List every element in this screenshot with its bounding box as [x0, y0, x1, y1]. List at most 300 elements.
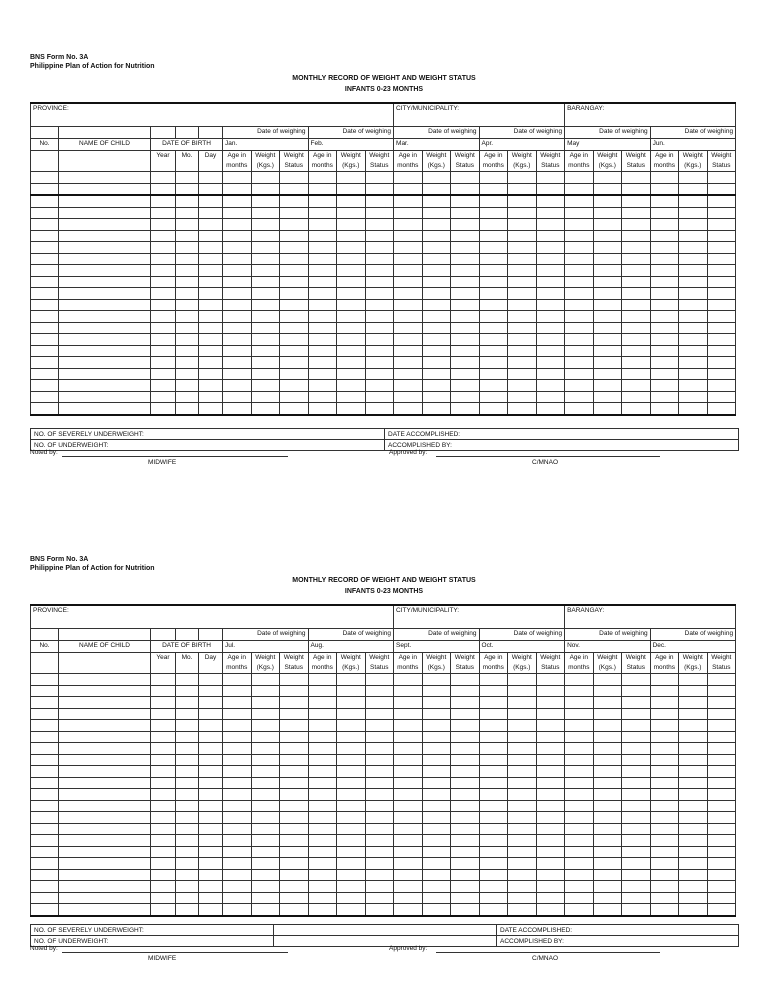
entry-cell[interactable] [536, 720, 565, 732]
entry-cell[interactable] [451, 846, 480, 858]
entry-cell[interactable] [622, 183, 651, 195]
entry-cell[interactable] [394, 881, 423, 893]
entry-cell[interactable] [650, 311, 679, 323]
entry-cell[interactable] [223, 207, 252, 219]
entry-cell[interactable] [707, 823, 736, 835]
entry-cell[interactable] [223, 731, 252, 743]
entry-cell[interactable] [622, 823, 651, 835]
entry-cell[interactable] [565, 858, 594, 870]
entry-cell[interactable] [479, 172, 508, 184]
entry-cell[interactable] [622, 743, 651, 755]
entry-cell[interactable] [176, 334, 199, 346]
entry-cell[interactable] [223, 904, 252, 916]
entry-cell[interactable] [308, 322, 337, 334]
entry-cell[interactable] [337, 777, 366, 789]
entry-cell[interactable] [176, 904, 199, 916]
entry-cell[interactable] [365, 731, 394, 743]
entry-cell[interactable] [679, 334, 708, 346]
accomplished-by-cell[interactable]: ACCOMPLISHED BY: [385, 440, 739, 451]
entry-cell[interactable] [536, 731, 565, 743]
entry-cell[interactable] [59, 357, 151, 369]
entry-cell[interactable] [508, 812, 537, 824]
entry-cell[interactable] [59, 311, 151, 323]
entry-cell[interactable] [536, 708, 565, 720]
entry-cell[interactable] [394, 299, 423, 311]
entry-cell[interactable] [337, 334, 366, 346]
entry-cell[interactable] [308, 846, 337, 858]
entry-cell[interactable] [622, 835, 651, 847]
entry-cell[interactable] [479, 357, 508, 369]
entry-cell[interactable] [707, 391, 736, 403]
entry-cell[interactable] [565, 881, 594, 893]
entry-cell[interactable] [151, 380, 176, 392]
entry-cell[interactable] [308, 345, 337, 357]
entry-cell[interactable] [451, 800, 480, 812]
entry-cell[interactable] [593, 754, 622, 766]
entry-cell[interactable] [679, 345, 708, 357]
entry-cell[interactable] [508, 720, 537, 732]
entry-cell[interactable] [31, 345, 59, 357]
entry-cell[interactable] [280, 743, 309, 755]
entry-cell[interactable] [151, 685, 176, 697]
entry-cell[interactable] [176, 299, 199, 311]
entry-cell[interactable] [422, 242, 451, 254]
entry-cell[interactable] [679, 311, 708, 323]
entry-cell[interactable] [536, 195, 565, 207]
entry-cell[interactable] [679, 720, 708, 732]
entry-cell[interactable] [508, 288, 537, 300]
entry-cell[interactable] [337, 403, 366, 415]
entry-cell[interactable] [337, 858, 366, 870]
entry-cell[interactable] [650, 242, 679, 254]
entry-cell[interactable] [451, 334, 480, 346]
entry-cell[interactable] [536, 183, 565, 195]
entry-cell[interactable] [199, 754, 223, 766]
entry-cell[interactable] [337, 172, 366, 184]
entry-cell[interactable] [365, 708, 394, 720]
entry-cell[interactable] [679, 812, 708, 824]
entry-cell[interactable] [536, 391, 565, 403]
entry-cell[interactable] [479, 754, 508, 766]
entry-cell[interactable] [223, 720, 252, 732]
entry-cell[interactable] [622, 708, 651, 720]
entry-cell[interactable] [394, 708, 423, 720]
entry-cell[interactable] [536, 230, 565, 242]
entry-cell[interactable] [394, 674, 423, 686]
entry-cell[interactable] [31, 858, 59, 870]
entry-cell[interactable] [394, 685, 423, 697]
entry-cell[interactable] [479, 720, 508, 732]
entry-cell[interactable] [593, 858, 622, 870]
entry-cell[interactable] [536, 869, 565, 881]
entry-cell[interactable] [280, 368, 309, 380]
blank-cell[interactable] [274, 925, 497, 936]
entry-cell[interactable] [593, 276, 622, 288]
entry-cell[interactable] [251, 846, 280, 858]
month-label[interactable]: Jan. [223, 139, 309, 151]
entry-cell[interactable] [223, 674, 252, 686]
entry-cell[interactable] [199, 253, 223, 265]
entry-cell[interactable] [31, 357, 59, 369]
entry-cell[interactable] [593, 812, 622, 824]
entry-cell[interactable] [479, 789, 508, 801]
entry-cell[interactable] [337, 345, 366, 357]
province-cell[interactable] [31, 605, 394, 629]
entry-cell[interactable] [565, 299, 594, 311]
entry-cell[interactable] [622, 846, 651, 858]
entry-cell[interactable] [251, 904, 280, 916]
entry-cell[interactable] [565, 697, 594, 709]
month-label[interactable]: Feb. [308, 139, 394, 151]
entry-cell[interactable] [451, 812, 480, 824]
entry-cell[interactable] [536, 685, 565, 697]
entry-cell[interactable] [422, 207, 451, 219]
entry-cell[interactable] [451, 357, 480, 369]
entry-cell[interactable] [593, 789, 622, 801]
entry-cell[interactable] [199, 858, 223, 870]
month-label[interactable]: Oct. [479, 641, 565, 653]
entry-cell[interactable] [422, 789, 451, 801]
entry-cell[interactable] [176, 391, 199, 403]
entry-cell[interactable] [565, 708, 594, 720]
entry-cell[interactable] [199, 720, 223, 732]
entry-cell[interactable] [622, 858, 651, 870]
entry-cell[interactable] [365, 403, 394, 415]
entry-cell[interactable] [59, 288, 151, 300]
entry-cell[interactable] [451, 789, 480, 801]
entry-cell[interactable] [622, 172, 651, 184]
blank-cell[interactable] [274, 936, 497, 947]
entry-cell[interactable] [508, 380, 537, 392]
entry-cell[interactable] [451, 230, 480, 242]
entry-cell[interactable] [199, 869, 223, 881]
entry-cell[interactable] [451, 904, 480, 916]
entry-cell[interactable] [422, 322, 451, 334]
entry-cell[interactable] [422, 674, 451, 686]
entry-cell[interactable] [394, 869, 423, 881]
entry-cell[interactable] [308, 720, 337, 732]
entry-cell[interactable] [308, 904, 337, 916]
entry-cell[interactable] [479, 288, 508, 300]
entry-cell[interactable] [223, 777, 252, 789]
entry-cell[interactable] [707, 685, 736, 697]
entry-cell[interactable] [223, 892, 252, 904]
entry-cell[interactable] [176, 835, 199, 847]
entry-cell[interactable] [223, 846, 252, 858]
entry-cell[interactable] [593, 892, 622, 904]
entry-cell[interactable] [650, 800, 679, 812]
entry-cell[interactable] [422, 892, 451, 904]
entry-cell[interactable] [31, 183, 59, 195]
entry-cell[interactable] [176, 322, 199, 334]
entry-cell[interactable] [479, 322, 508, 334]
entry-cell[interactable] [536, 334, 565, 346]
entry-cell[interactable] [151, 299, 176, 311]
entry-cell[interactable] [508, 322, 537, 334]
entry-cell[interactable] [176, 800, 199, 812]
entry-cell[interactable] [479, 858, 508, 870]
entry-cell[interactable] [176, 823, 199, 835]
entry-cell[interactable] [622, 219, 651, 231]
entry-cell[interactable] [151, 345, 176, 357]
entry-cell[interactable] [151, 172, 176, 184]
entry-cell[interactable] [251, 253, 280, 265]
entry-cell[interactable] [679, 265, 708, 277]
entry-cell[interactable] [565, 265, 594, 277]
entry-cell[interactable] [536, 766, 565, 778]
entry-cell[interactable] [565, 869, 594, 881]
entry-cell[interactable] [508, 766, 537, 778]
entry-cell[interactable] [593, 219, 622, 231]
entry-cell[interactable] [479, 674, 508, 686]
entry-cell[interactable] [199, 403, 223, 415]
entry-cell[interactable] [31, 881, 59, 893]
entry-cell[interactable] [650, 846, 679, 858]
entry-cell[interactable] [199, 207, 223, 219]
entry-cell[interactable] [59, 777, 151, 789]
entry-cell[interactable] [176, 858, 199, 870]
entry-cell[interactable] [337, 766, 366, 778]
entry-cell[interactable] [565, 357, 594, 369]
entry-cell[interactable] [223, 322, 252, 334]
entry-cell[interactable] [508, 892, 537, 904]
entry-cell[interactable] [31, 299, 59, 311]
entry-cell[interactable] [707, 754, 736, 766]
entry-cell[interactable] [199, 380, 223, 392]
entry-cell[interactable] [151, 195, 176, 207]
entry-cell[interactable] [365, 904, 394, 916]
entry-cell[interactable] [679, 743, 708, 755]
entry-cell[interactable] [337, 743, 366, 755]
entry-cell[interactable] [176, 183, 199, 195]
entry-cell[interactable] [280, 357, 309, 369]
entry-cell[interactable] [479, 892, 508, 904]
entry-cell[interactable] [365, 777, 394, 789]
entry-cell[interactable] [508, 299, 537, 311]
entry-cell[interactable] [308, 207, 337, 219]
month-label[interactable]: May [565, 139, 651, 151]
entry-cell[interactable] [394, 823, 423, 835]
entry-cell[interactable] [650, 731, 679, 743]
entry-cell[interactable] [394, 391, 423, 403]
entry-cell[interactable] [308, 230, 337, 242]
entry-cell[interactable] [31, 368, 59, 380]
entry-cell[interactable] [650, 766, 679, 778]
entry-cell[interactable] [223, 789, 252, 801]
entry-cell[interactable] [337, 869, 366, 881]
entry-cell[interactable] [199, 391, 223, 403]
entry-cell[interactable] [308, 357, 337, 369]
entry-cell[interactable] [151, 892, 176, 904]
entry-cell[interactable] [536, 345, 565, 357]
entry-cell[interactable] [308, 835, 337, 847]
entry-cell[interactable] [394, 754, 423, 766]
entry-cell[interactable] [679, 674, 708, 686]
entry-cell[interactable] [280, 858, 309, 870]
entry-cell[interactable] [251, 881, 280, 893]
entry-cell[interactable] [679, 207, 708, 219]
entry-cell[interactable] [593, 708, 622, 720]
entry-cell[interactable] [365, 892, 394, 904]
entry-cell[interactable] [280, 380, 309, 392]
entry-cell[interactable] [451, 299, 480, 311]
entry-cell[interactable] [394, 800, 423, 812]
entry-cell[interactable] [199, 195, 223, 207]
entry-cell[interactable] [337, 812, 366, 824]
entry-cell[interactable] [251, 766, 280, 778]
entry-cell[interactable] [422, 812, 451, 824]
barangay-cell[interactable] [565, 103, 736, 127]
entry-cell[interactable] [59, 322, 151, 334]
entry-cell[interactable] [308, 391, 337, 403]
entry-cell[interactable] [650, 754, 679, 766]
entry-cell[interactable] [199, 674, 223, 686]
entry-cell[interactable] [479, 195, 508, 207]
entry-cell[interactable] [593, 674, 622, 686]
entry-cell[interactable] [451, 674, 480, 686]
entry-cell[interactable] [394, 242, 423, 254]
entry-cell[interactable] [422, 800, 451, 812]
entry-cell[interactable] [536, 368, 565, 380]
entry-cell[interactable] [451, 322, 480, 334]
entry-cell[interactable] [223, 288, 252, 300]
entry-cell[interactable] [650, 708, 679, 720]
entry-cell[interactable] [365, 835, 394, 847]
entry-cell[interactable] [479, 904, 508, 916]
entry-cell[interactable] [422, 731, 451, 743]
entry-cell[interactable] [199, 789, 223, 801]
entry-cell[interactable] [280, 207, 309, 219]
entry-cell[interactable] [199, 299, 223, 311]
approved-by-signature-line[interactable] [436, 456, 660, 457]
entry-cell[interactable] [593, 380, 622, 392]
entry-cell[interactable] [31, 265, 59, 277]
entry-cell[interactable] [280, 731, 309, 743]
entry-cell[interactable] [280, 276, 309, 288]
entry-cell[interactable] [707, 242, 736, 254]
entry-cell[interactable] [280, 288, 309, 300]
entry-cell[interactable] [536, 288, 565, 300]
entry-cell[interactable] [251, 311, 280, 323]
entry-cell[interactable] [650, 368, 679, 380]
entry-cell[interactable] [59, 253, 151, 265]
entry-cell[interactable] [451, 720, 480, 732]
entry-cell[interactable] [536, 276, 565, 288]
entry-cell[interactable] [707, 219, 736, 231]
entry-cell[interactable] [650, 789, 679, 801]
entry-cell[interactable] [308, 697, 337, 709]
entry-cell[interactable] [308, 754, 337, 766]
entry-cell[interactable] [365, 299, 394, 311]
entry-cell[interactable] [337, 892, 366, 904]
entry-cell[interactable] [280, 322, 309, 334]
entry-cell[interactable] [199, 766, 223, 778]
entry-cell[interactable] [176, 172, 199, 184]
entry-cell[interactable] [308, 674, 337, 686]
entry-cell[interactable] [650, 720, 679, 732]
entry-cell[interactable] [679, 357, 708, 369]
entry-cell[interactable] [365, 766, 394, 778]
approved-by-signature-line[interactable] [436, 952, 660, 953]
entry-cell[interactable] [679, 766, 708, 778]
underweight-cell[interactable]: NO. OF UNDERWEIGHT: [31, 440, 385, 451]
entry-cell[interactable] [593, 299, 622, 311]
entry-cell[interactable] [593, 368, 622, 380]
entry-cell[interactable] [508, 253, 537, 265]
entry-cell[interactable] [337, 391, 366, 403]
entry-cell[interactable] [176, 697, 199, 709]
entry-cell[interactable] [223, 253, 252, 265]
entry-cell[interactable] [365, 800, 394, 812]
entry-cell[interactable] [251, 823, 280, 835]
entry-cell[interactable] [679, 800, 708, 812]
entry-cell[interactable] [251, 685, 280, 697]
entry-cell[interactable] [59, 904, 151, 916]
entry-cell[interactable] [223, 276, 252, 288]
entry-cell[interactable] [176, 253, 199, 265]
entry-cell[interactable] [280, 345, 309, 357]
entry-cell[interactable] [394, 777, 423, 789]
entry-cell[interactable] [622, 265, 651, 277]
entry-cell[interactable] [151, 800, 176, 812]
entry-cell[interactable] [707, 265, 736, 277]
entry-cell[interactable] [479, 800, 508, 812]
entry-cell[interactable] [479, 697, 508, 709]
entry-cell[interactable] [176, 230, 199, 242]
entry-cell[interactable] [451, 265, 480, 277]
entry-cell[interactable] [394, 904, 423, 916]
entry-cell[interactable] [199, 219, 223, 231]
entry-cell[interactable] [365, 368, 394, 380]
entry-cell[interactable] [151, 743, 176, 755]
entry-cell[interactable] [199, 731, 223, 743]
entry-cell[interactable] [280, 800, 309, 812]
entry-cell[interactable] [394, 265, 423, 277]
entry-cell[interactable] [199, 345, 223, 357]
entry-cell[interactable] [593, 835, 622, 847]
month-label[interactable]: Dec. [650, 641, 736, 653]
entry-cell[interactable] [308, 892, 337, 904]
entry-cell[interactable] [223, 345, 252, 357]
entry-cell[interactable] [280, 334, 309, 346]
entry-cell[interactable] [176, 380, 199, 392]
entry-cell[interactable] [707, 720, 736, 732]
entry-cell[interactable] [650, 219, 679, 231]
entry-cell[interactable] [451, 858, 480, 870]
entry-cell[interactable] [199, 743, 223, 755]
entry-cell[interactable] [622, 731, 651, 743]
entry-cell[interactable] [536, 172, 565, 184]
entry-cell[interactable] [280, 172, 309, 184]
entry-cell[interactable] [622, 368, 651, 380]
entry-cell[interactable] [536, 674, 565, 686]
entry-cell[interactable] [176, 345, 199, 357]
entry-cell[interactable] [422, 276, 451, 288]
entry-cell[interactable] [707, 743, 736, 755]
entry-cell[interactable] [508, 835, 537, 847]
entry-cell[interactable] [565, 674, 594, 686]
entry-cell[interactable] [251, 207, 280, 219]
entry-cell[interactable] [308, 800, 337, 812]
entry-cell[interactable] [251, 743, 280, 755]
entry-cell[interactable] [565, 368, 594, 380]
entry-cell[interactable] [650, 380, 679, 392]
entry-cell[interactable] [223, 697, 252, 709]
entry-cell[interactable] [394, 311, 423, 323]
entry-cell[interactable] [31, 230, 59, 242]
entry-cell[interactable] [479, 242, 508, 254]
entry-cell[interactable] [394, 789, 423, 801]
